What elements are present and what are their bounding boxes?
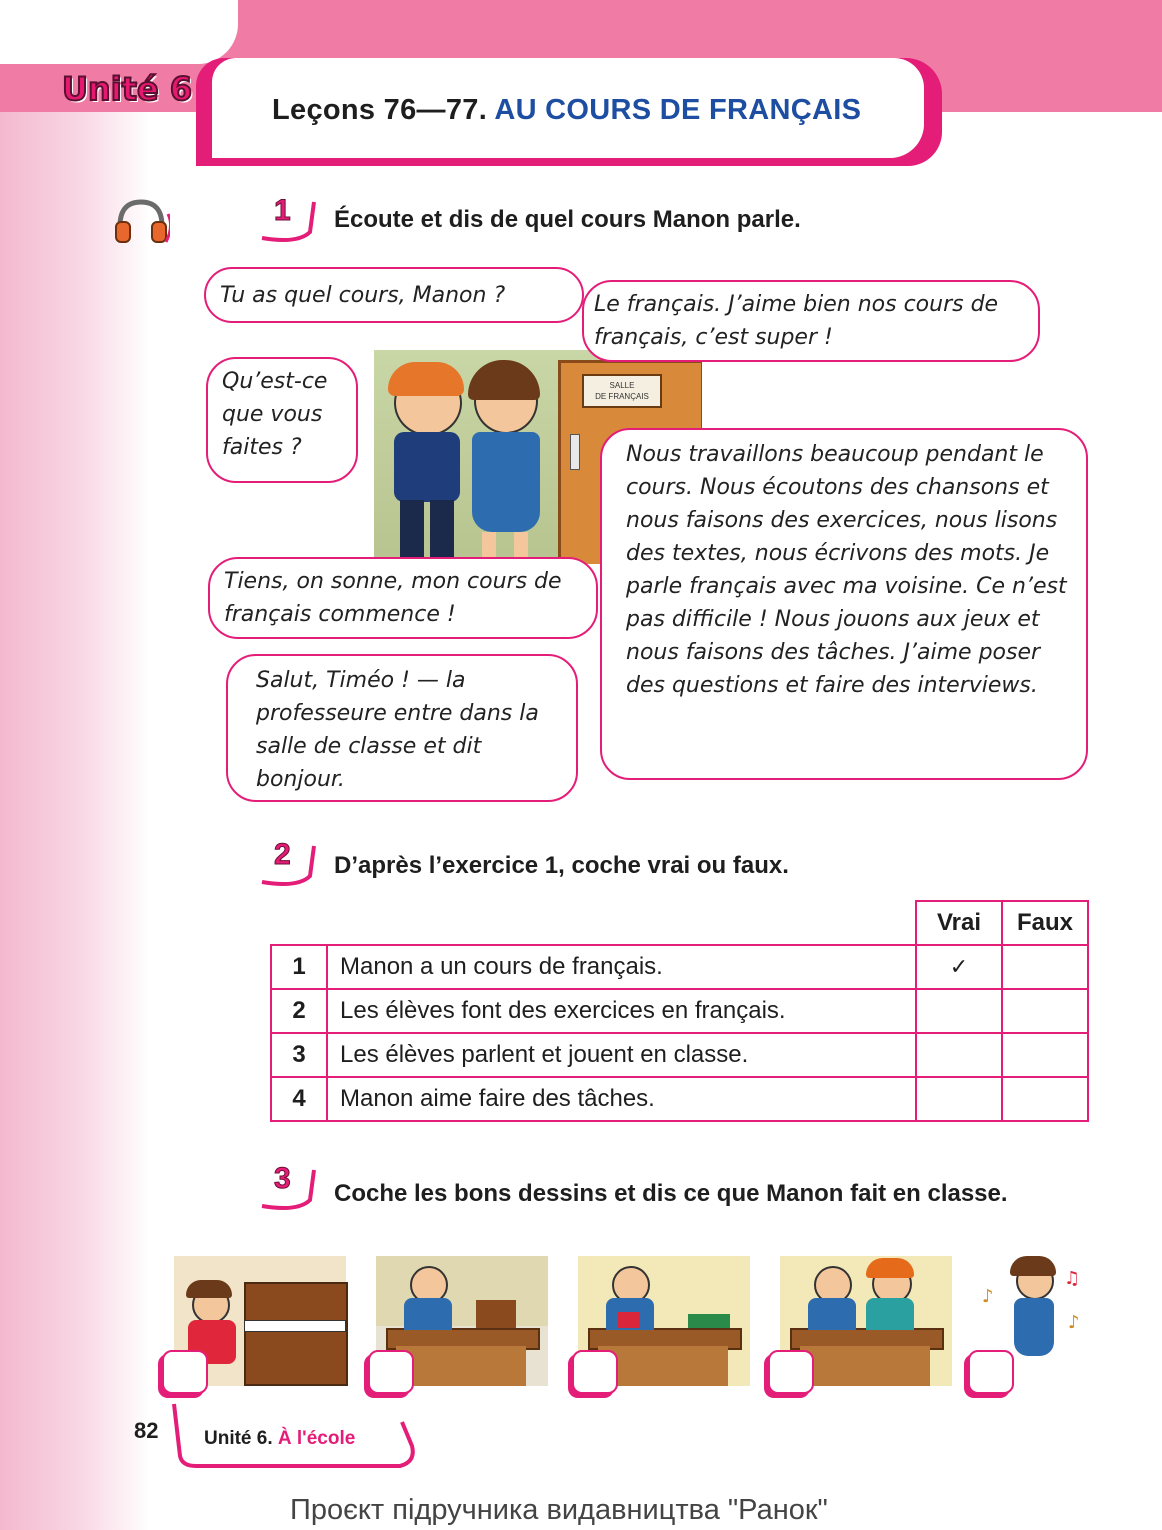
table-row: 4 Manon aime faire des tâches. <box>271 1077 1088 1121</box>
footer-tab <box>120 1400 418 1470</box>
page-number: 82 <box>134 1418 159 1443</box>
picture-checkbox[interactable] <box>368 1350 414 1394</box>
lesson-label: Leçons 76—77. <box>272 94 488 126</box>
speech-bubble-what: Qu’est-ce que vous faites ? <box>206 357 358 483</box>
table-row: 2 Les élèves font des exercices en français. <box>271 989 1088 1033</box>
column-faux: Faux <box>1002 901 1088 945</box>
exercise-3-number: 3 <box>258 1166 314 1214</box>
lesson-title <box>272 94 861 127</box>
headphones-icon[interactable] <box>112 196 170 246</box>
checkbox-faux[interactable] <box>1002 945 1088 989</box>
picture-singing: ♪ ♫ ♪ <box>976 1256 1088 1386</box>
speech-bubble-question: Tu as quel cours, Manon ? <box>204 267 584 323</box>
exercise-1-number: 1 <box>258 198 314 246</box>
true-false-table <box>270 900 1089 1122</box>
checkbox-vrai[interactable] <box>916 989 1002 1033</box>
picture-checkbox[interactable] <box>572 1350 618 1394</box>
check-icon[interactable]: ✓ <box>916 945 1002 989</box>
checkbox-faux[interactable] <box>1002 1077 1088 1121</box>
speech-bubble-long: Nous travaillons beaucoup pendant le cours. Nous écoutons des chansons et nous faisons des exercices, nous lisons des textes, nous écrivons des mots. Je parle français avec ma voisine. Ce n’est pas difficile ! Nous jouons aux jeux et nous faisons des tâches. J’aime poser des questions et faire des interviews. <box>600 428 1088 780</box>
checkbox-faux[interactable] <box>1002 989 1088 1033</box>
exercise-2-instruction: D’après l’exercice 1, coche vrai ou faux. <box>334 852 789 879</box>
exercise-2-number: 2 <box>258 842 314 890</box>
door-sign: SALLE DE FRANÇAIS <box>582 374 662 408</box>
table-header-row <box>271 901 1088 945</box>
speech-bubble-answer: Le français. J’aime bien nos cours de français, c’est super ! <box>582 280 1040 362</box>
column-vrai: Vrai <box>916 901 1002 945</box>
unit-tab: Unité 6 <box>62 70 193 108</box>
speech-bubble-bell: Tiens, on sonne, mon cours de français commence ! <box>208 557 598 639</box>
picture-checkbox[interactable] <box>162 1350 208 1394</box>
lesson-topic: AU COURS DE FRANÇAIS <box>494 94 862 126</box>
footer-unit: Unité 6. À l'école <box>204 1428 356 1449</box>
publisher-note: Проєкт підручника видавництва "Ранок" <box>290 1494 828 1526</box>
picture-checkbox[interactable] <box>768 1350 814 1394</box>
exercise-3-instruction: Coche les bons dessins et dis ce que Manon fait en classe. <box>334 1180 1008 1207</box>
header-corner <box>0 0 238 64</box>
checkbox-vrai[interactable] <box>916 1033 1002 1077</box>
checkbox-vrai[interactable] <box>916 1077 1002 1121</box>
picture-checkbox[interactable] <box>968 1350 1014 1394</box>
checkbox-faux[interactable] <box>1002 1033 1088 1077</box>
table-row: 1 Manon a un cours de français. ✓ <box>271 945 1088 989</box>
exercise-1-instruction: Écoute et dis de quel cours Manon parle. <box>334 206 801 233</box>
table-row: 3 Les élèves parlent et jouent en classe. <box>271 1033 1088 1077</box>
speech-bubble-teacher: Salut, Timéo ! — la professeure entre dans la salle de classe et dit bonjour. <box>226 654 578 802</box>
